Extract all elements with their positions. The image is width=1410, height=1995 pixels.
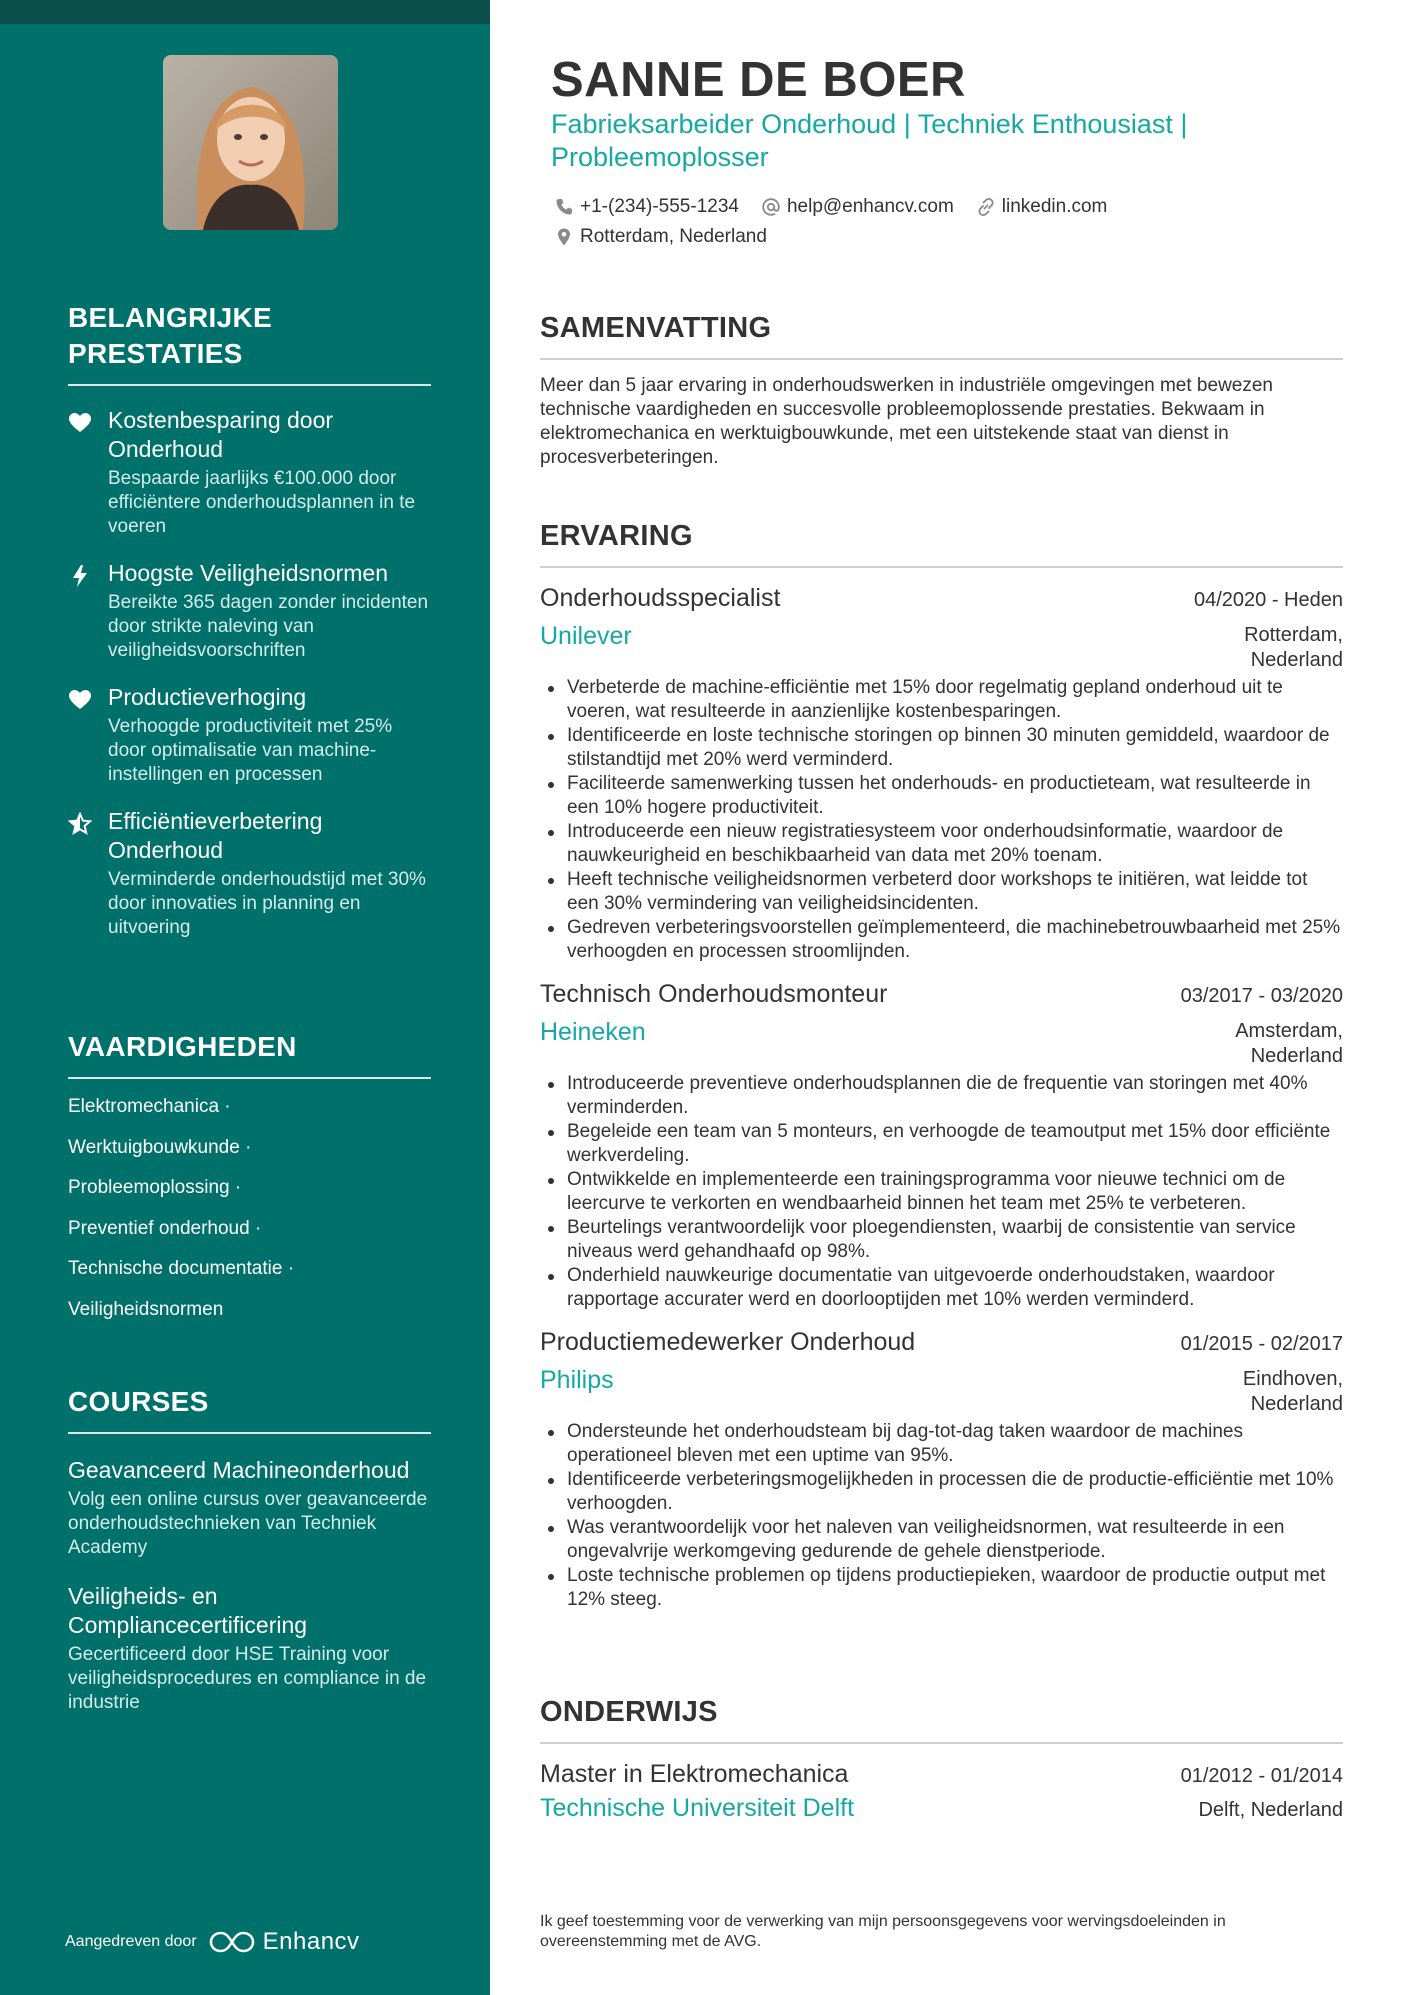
job-title: Onderhoudsspecialist [540, 584, 781, 612]
job-entry [540, 582, 1343, 964]
location-text: Rotterdam, Nederland [580, 226, 767, 247]
job-location: Eindhoven, Nederland [1242, 1368, 1343, 1415]
lightning-icon [68, 564, 92, 588]
at-icon [761, 197, 781, 217]
contact-linkedin[interactable] [976, 196, 1108, 218]
contact-email[interactable] [761, 196, 954, 218]
achievement-description: Bereikte 365 dagen zonder incidenten door strikte naleving van veiligheidsvoorschriften [108, 592, 429, 661]
education-section [540, 1694, 1343, 1826]
sidebar [0, 0, 490, 1995]
link-icon [976, 197, 996, 217]
summary-section [540, 310, 1343, 470]
job-bullet: Introduceerde preventieve onderhoudsplannen die de frequentie van storingen met 40% verminderden. [540, 1072, 1343, 1120]
course-item [68, 1582, 431, 1715]
job-company: Unilever [540, 622, 632, 650]
summary-text: Meer dan 5 jaar ervaring in onderhoudswerken in industriële omgevingen met bewezen technische vaardigheden en succesvolle probleemoplossende prestaties. Bekwaam in elektromechanica en werktuigbouwkunde, met een uitstekende staat van dienst in procesverbeteringen. [540, 375, 1273, 468]
education-location: Delft, Nederland [1198, 1799, 1343, 1821]
achievement-item [68, 807, 431, 940]
job-location: Rotterdam, Nederland [1244, 624, 1343, 671]
achievement-description: Verhoogde productiviteit met 25% door optimalisatie van machine-instellingen en processen [108, 716, 393, 785]
job-bullet: Loste technische problemen op tijdens productiepieken, waardoor de productie output met 12% steeg. [540, 1564, 1343, 1612]
heart-icon [68, 688, 92, 712]
skill-item: Werktuigbouwkunde · [68, 1136, 252, 1158]
achievements-heading: BELANGRIJKE PRESTATIES [68, 300, 431, 386]
achievement-item [68, 683, 431, 787]
education-dates: 01/2012 - 01/2014 [1180, 1765, 1343, 1787]
profile-photo [163, 55, 338, 230]
powered-by [65, 1928, 360, 1956]
job-bullet: Introduceerde een nieuw registratiesysteem voor onderhoudsinformatie, waardoor de nauwkeurigheid en beschikbaarheid van data met 20% toenam. [540, 820, 1343, 868]
education-entry [540, 1758, 1343, 1826]
experience-section [540, 518, 1343, 1612]
courses-heading: COURSES [68, 1384, 431, 1434]
course-description: Volg een online cursus over geavanceerde onderhoudstechnieken van Techniek Academy [68, 1489, 428, 1558]
job-title: Technisch Onderhoudsmonteur [540, 980, 888, 1008]
achievement-item [68, 406, 431, 539]
gdpr-consent: Ik geef toestemming voor de verwerking van mijn persoonsgegevens voor wervingsdoeleinden in overeenstemming met de AVG. [540, 1913, 1226, 1950]
achievement-title: Hoogste Veiligheidsnormen [108, 560, 389, 586]
powered-by-label: Aangedreven door [65, 1933, 197, 1950]
job-location: Amsterdam, Nederland [1235, 1020, 1343, 1067]
email-text: help@enhancv.com [786, 196, 954, 217]
courses-section [68, 1384, 431, 1715]
contact-phone[interactable] [554, 196, 739, 218]
heart-icon [68, 411, 92, 435]
education-school: Technische Universiteit Delft [540, 1794, 855, 1822]
skills-heading: VAARDIGHEDEN [68, 1029, 431, 1079]
achievement-item [68, 559, 431, 663]
job-company: Philips [540, 1366, 614, 1394]
contact-location [554, 226, 767, 248]
job-bullet: Heeft technische veiligheidsnormen verbeterd door workshops te initiëren, wat leidde tot een 30% vermindering van veiligheidsincidenten. [540, 868, 1343, 916]
job-entry [540, 1326, 1343, 1612]
experience-heading: ERVARING [540, 518, 1343, 568]
job-entry [540, 978, 1343, 1312]
enhancv-brand: Enhancv [262, 1928, 360, 1955]
job-dates: 03/2017 - 03/2020 [1180, 985, 1343, 1007]
skill-item: Veiligheidsnormen [68, 1298, 224, 1320]
job-title: Productiemedewerker Onderhoud [540, 1328, 916, 1356]
achievements-section [68, 300, 431, 940]
course-item [68, 1456, 431, 1560]
summary-heading: SAMENVATTING [540, 310, 1343, 360]
skill-item: Elektromechanica · [68, 1096, 231, 1117]
job-bullet: Beurtelings verantwoordelijk voor ploegendiensten, waarbij de consistentie van service niveaus werd gehandhaafd op 98%. [540, 1216, 1343, 1264]
skill-item: Technische documentatie · [68, 1258, 295, 1279]
achievement-title: Productieverhoging [108, 684, 307, 710]
star-half-icon [68, 812, 92, 836]
education-heading: ONDERWIJS [540, 1694, 1343, 1744]
job-company: Heineken [540, 1018, 646, 1046]
job-bullet: Identificeerde en loste technische storingen op binnen 30 minuten gemiddeld, waardoor de stilstandtijd met 20% werd verminderd. [540, 724, 1343, 772]
candidate-headline: Fabrieksarbeider Onderhoud | Techniek Enthousiast | Probleemoplosser [551, 109, 1188, 172]
job-bullet: Ontwikkelde en implementeerde een trainingsprogramma voor nieuwe technici om de leercurve te verkorten en wendbaarheid binnen het team met 25% te verbeteren. [540, 1168, 1343, 1216]
achievement-title: Kostenbesparing door Onderhoud [108, 407, 334, 462]
infinity-icon [209, 1929, 255, 1955]
enhancv-logo[interactable] [209, 1928, 360, 1956]
course-description: Gecertificeerd door HSE Training voor veiligheidsprocedures en compliance in de industrie [68, 1644, 427, 1713]
sidebar-top-bar [0, 0, 490, 24]
job-bullet: Onderhield nauwkeurige documentatie van uitgevoerde onderhoudstaken, waardoor rapportage accurater werd en doorlooptijden met 10% werden verminderd. [540, 1264, 1343, 1312]
phone-text: +1-(234)-555-1234 [580, 196, 739, 217]
job-bullet: Begeleide een team van 5 monteurs, en verhoogde de teamoutput met 15% door efficiënte werkverdeling. [540, 1120, 1343, 1168]
phone-icon [554, 197, 574, 217]
contact-info [554, 192, 1334, 252]
skills-section [68, 1029, 431, 1338]
skill-item: Preventief onderhoud · [68, 1217, 262, 1239]
job-dates: 01/2015 - 02/2017 [1180, 1333, 1343, 1355]
job-dates: 04/2020 - Heden [1193, 589, 1343, 611]
course-title: Geavanceerd Machineonderhoud [68, 1457, 410, 1483]
job-bullet: Verbeterde de machine-efficiëntie met 15% door regelmatig gepland onderhoud uit te voeren, wat resulteerde in aanzienlijke kostenbesparingen. [540, 676, 1343, 724]
education-degree: Master in Elektromechanica [540, 1760, 849, 1788]
job-bullet: Identificeerde verbeteringsmogelijkheden in processen die de productie-efficiëntie met 10% verhoogden. [540, 1468, 1343, 1516]
achievement-description: Verminderde onderhoudstijd met 30% door innovaties in planning en uitvoering [108, 869, 426, 938]
candidate-name: SANNE DE BOER [551, 53, 966, 107]
job-bullet: Gedreven verbeteringsvoorstellen geïmplementeerd, die machinebetrouwbaarheid met 25% verhoogden en processen stroomlijnden. [540, 916, 1343, 964]
job-bullet: Faciliteerde samenwerking tussen het onderhouds- en productieteam, wat resulteerde in een 10% hogere productiviteit. [540, 772, 1343, 820]
location-pin-icon [554, 227, 574, 247]
achievement-description: Bespaarde jaarlijks €100.000 door efficiëntere onderhoudsplannen in te voeren [108, 468, 416, 537]
course-title: Veiligheids- en Compliancecertificering [68, 1583, 308, 1638]
job-bullet: Was verantwoordelijk voor het naleven van veiligheidsnormen, wat resulteerde in een ongevalvrije werkomgeving gedurende de gehele dienstperiode. [540, 1516, 1343, 1564]
achievement-title: Efficiëntieverbetering Onderhoud [108, 808, 323, 863]
skill-item: Probleemoplossing · [68, 1177, 242, 1198]
job-bullet: Ondersteunde het onderhoudsteam bij dag-tot-dag taken waardoor de machines operationeel bleven met een uptime van 95%. [540, 1420, 1343, 1468]
linkedin-text: linkedin.com [1001, 196, 1108, 217]
